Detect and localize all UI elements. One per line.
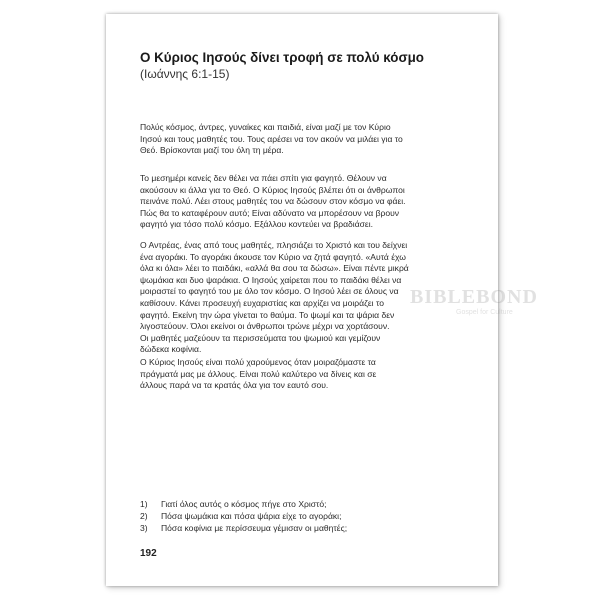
paragraph-3	[140, 240, 409, 356]
text-line: Πώς θα το καταφέρουν αυτό; Είναι αδύνατο να μπορέσουν να βρουν	[140, 207, 400, 218]
question-text: Πόσα κοφίνια με περίσσευμα γέμισαν οι μαθητές;	[161, 523, 348, 533]
text-line: δώδεκα κοφίνια.	[140, 344, 202, 355]
question-list	[140, 498, 347, 534]
text-line: πεινάνε πολύ. Λέει στους μαθητές του να δώσουν στον κόσμο να φάει.	[140, 196, 406, 207]
page-content	[140, 50, 538, 391]
page-subtitle: (Ιωάννης 6:1-15)	[140, 67, 230, 81]
question-text: Γιατί όλος αυτός ο κόσμος πήγε στο Χριστό;	[161, 499, 327, 509]
watermark-sub: Gospel for Culture	[456, 309, 513, 316]
text-line: Το μεσημέρι κανείς δεν θέλει να πάει σπίτι για φαγητό. Θέλουν να	[140, 173, 387, 183]
question-item	[140, 498, 347, 510]
question-item	[140, 522, 347, 534]
text-line: ακούσουν κι άλλα για το Θεό. Ο Κύριος Ιησούς βλέπει ότι οι άνθρωποι	[140, 184, 405, 195]
text-line: άλλους παρά να τα κρατάς όλα για τον εαυτό σου.	[140, 380, 329, 391]
text-line: λιγοστεύουν. Όλοι εκείνοι οι άνθρωποι τρώνε μέχρι να χορτάσουν.	[140, 321, 390, 332]
question-text: Πόσα ψωμάκια και πόσα ψάρια είχε το αγοράκι;	[161, 511, 342, 521]
question-item	[140, 510, 347, 522]
text-line: καθίσουν. Κάνει προσευχή ευχαριστίας και αρχίζει να μοιράζει το	[140, 297, 384, 308]
question-number: 1)	[140, 499, 148, 509]
text-line: όλα κι όλα» λέει το παιδάκι, «αλλά θα σου τα δώσω». Είναι πέντε μικρά	[140, 263, 409, 274]
text-line: Πολύς κόσμος, άντρες, γυναίκες και παιδιά, είναι μαζί με τον Κύριο	[140, 122, 391, 132]
question-number: 2)	[140, 511, 148, 521]
text-line: φαγητό για τόσο πολύ κόσμο. Εξάλλου κοντεύει να βραδιάσει.	[140, 219, 374, 230]
text-line: Θεό. Βρίσκονται μαζί του όλη τη μέρα.	[140, 145, 284, 156]
paragraph-1	[140, 122, 403, 157]
page-number: 192	[140, 548, 157, 559]
text-line: φαγητό. Εκείνη την ώρα γίνεται το θαύμα. Το ψωμί και τα ψάρια δεν	[140, 309, 395, 320]
text-line: Ο Κύριος Ιησούς είναι πολύ χαρούμενος όταν μοιραζόμαστε τα	[140, 357, 376, 367]
text-line: ψωμάκια και δυο ψαράκια. Ο Ιησούς χαίρεται που το παιδάκι θέλει να	[140, 274, 402, 285]
watermark-main: BIBLEBOND	[410, 286, 538, 308]
text-line: Ιησού και τους μαθητές του. Τους αρέσει να τον ακούν να μιλάει για το	[140, 133, 403, 144]
text-line: Οι μαθητές μαζεύουν τα περισσεύματα του ψωμιού και γεμίζουν	[140, 332, 381, 343]
text-line: μοιραστεί το φαγητό του με όλο τον κόσμο. Ο Ιησού λέει σε όλους να	[140, 286, 399, 297]
watermark-logo	[410, 286, 550, 336]
question-number: 3)	[140, 523, 148, 533]
text-line: πράγματά μας με άλλους. Είναι πολύ καλύτερο να δίνεις και σε	[140, 368, 377, 379]
text-line: ένα αγοράκι. Το αγοράκι άκουσε τον Κύριο να ζητά φαγητό. «Αυτά έχω	[140, 251, 406, 262]
paragraph-2	[140, 173, 406, 231]
document-page	[106, 14, 538, 586]
text-line: Ο Αντρέας, ένας από τους μαθητές, πλησιάζει το Χριστό και του δείχνει	[140, 240, 408, 250]
page-title: Ο Κύριος Ιησούς δίνει τροφή σε πολύ κόσμο	[140, 50, 424, 65]
paragraph-4	[140, 357, 376, 392]
